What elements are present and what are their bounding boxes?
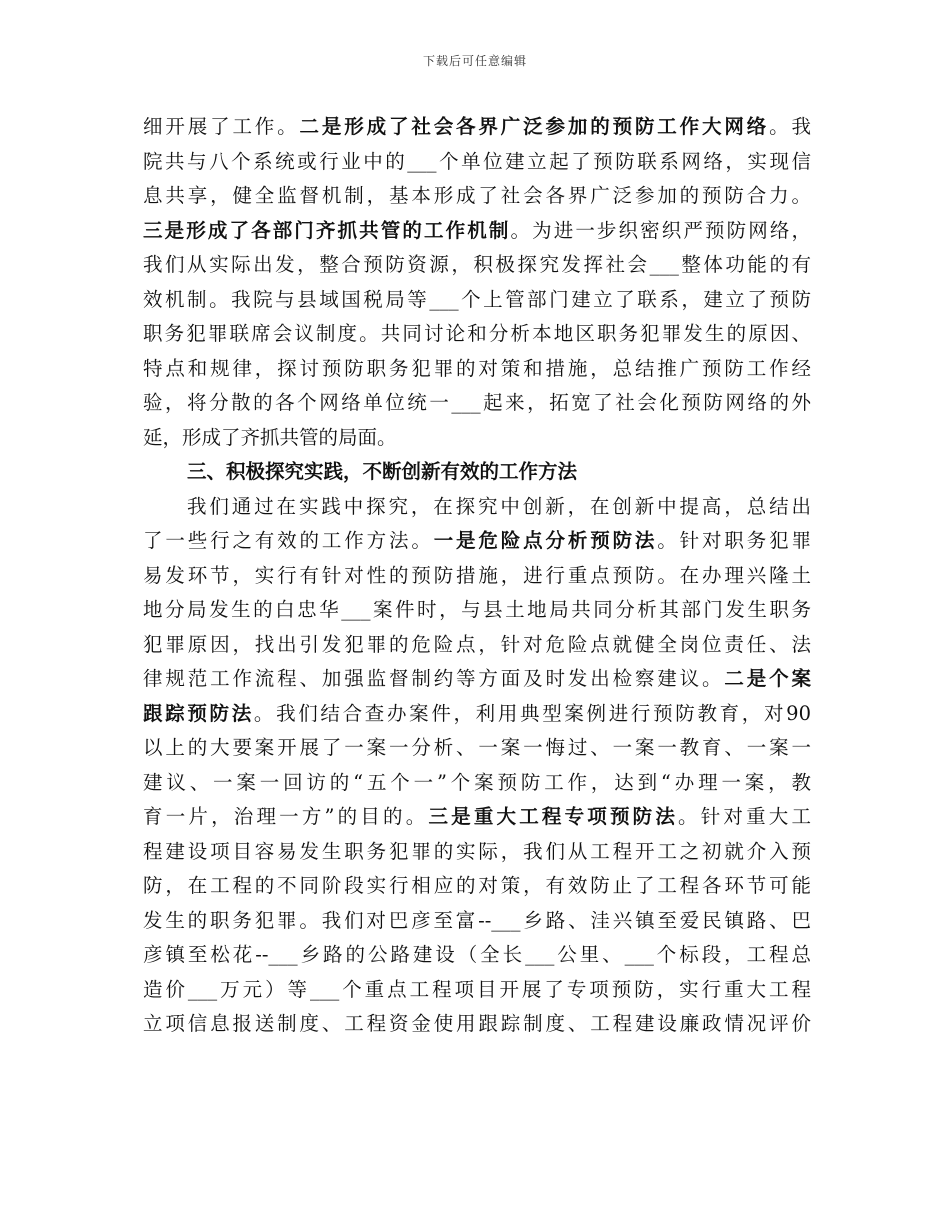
text-line: 防，在工程的不同阶段实行相应的对策，有效防止了工程各环节可能 <box>143 874 811 897</box>
text-line: 造价___万元）等___个重点工程项目开展了专项预防，实行重大工程 <box>143 977 811 1001</box>
bold-phrase: 二是个案 <box>724 667 811 690</box>
text-line: 育一片，治理一方”的目的。三是重大工程专项预防法。针对重大工 <box>143 805 811 828</box>
text-line: 息共享，健全监督机制，基本形成了社会各界广泛参加的预防合力。 <box>143 184 811 207</box>
text-line: 了一些行之有效的工作方法。一是危险点分析预防法。针对职务犯罪 <box>143 529 811 552</box>
bold-phrase: 三、积极探究实践，不断创新有效的工作方法 <box>187 460 578 483</box>
text-line: 验，将分散的各个网络单位统一___起来，拓宽了社会化预防网络的外 <box>143 391 811 414</box>
section-heading <box>143 455 811 490</box>
text-line: 细开展了工作。二是形成了社会各界广泛参加的预防工作大网络。我 <box>143 115 811 138</box>
bold-phrase: 二是形成了社会各界广泛参加的预防工作大网络 <box>299 115 770 138</box>
text-line: 特点和规律，探讨预防职务犯罪的对策和措施，总结推广预防工作经 <box>143 356 811 380</box>
text-line: 延，形成了齐抓共管的局面。 <box>143 425 397 449</box>
page-header: 下载后可任意编辑 <box>422 54 527 68</box>
bold-phrase: 一是危险点分析预防法 <box>433 529 658 552</box>
bold-phrase: 三是形成了各部门齐抓共管的工作机制 <box>143 218 511 242</box>
text-line: 效机制。我院与县域国税局等___个上管部门建立了联系，建立了预防 <box>143 287 811 311</box>
text-line: 程建设项目容易发生职务犯罪的实际，我们从工程开工之初就介入预 <box>143 839 811 863</box>
text-line: 跟踪预防法。我们结合查办案件，利用典型案例进行预防教育，对90 <box>143 701 811 725</box>
text-line: 易发环节，实行有针对性的预防措施，进行重点预防。在办理兴隆土 <box>143 563 811 587</box>
text-line: 发生的职务犯罪。我们对巴彦至富--___乡路、洼兴镇至爱民镇路、巴 <box>143 908 811 932</box>
text-line: 院共与八个系统或行业中的___个单位建立起了预防联系网络，实现信 <box>143 149 811 173</box>
text-line: 建议、一案一回访的“五个一”个案预防工作，达到“办理一案，教 <box>143 770 811 794</box>
text-line: 犯罪原因，找出引发犯罪的危险点，针对危险点就健全岗位责任、法 <box>143 632 811 656</box>
text-line: 地分局发生的白忠华___案件时，与县土地局共同分析其部门发生职务 <box>143 598 811 621</box>
text-line: 立项信息报送制度、工程资金使用跟踪制度、工程建设廉政情况评价 <box>143 1012 811 1035</box>
text-line: 三是形成了各部门齐抓共管的工作机制。为进一步织密织严预防网络， <box>143 218 811 242</box>
bold-phrase: 跟踪预防法 <box>143 701 254 725</box>
bold-phrase: 三是重大工程专项预防法 <box>428 805 679 828</box>
text-line: 我们从实际出发，整合预防资源，积极探究发挥社会___整体功能的有 <box>143 253 811 276</box>
document-body <box>143 110 811 1042</box>
text-line: 律规范工作流程、加强监督制约等方面及时发出检察建议。二是个案 <box>143 667 811 690</box>
text-line: 以上的大要案开展了一案一分析、一案一悔过、一案一教育、一案一 <box>143 736 811 759</box>
text-line: 彦镇至松花--___乡路的公路建设（全长___公里、___个标段，工程总 <box>143 943 811 966</box>
text-line: 职务犯罪联席会议制度。共同讨论和分析本地区职务犯罪发生的原因、 <box>143 322 811 345</box>
text-line: 我们通过在实践中探究，在探究中创新，在创新中提高，总结出 <box>187 494 811 518</box>
